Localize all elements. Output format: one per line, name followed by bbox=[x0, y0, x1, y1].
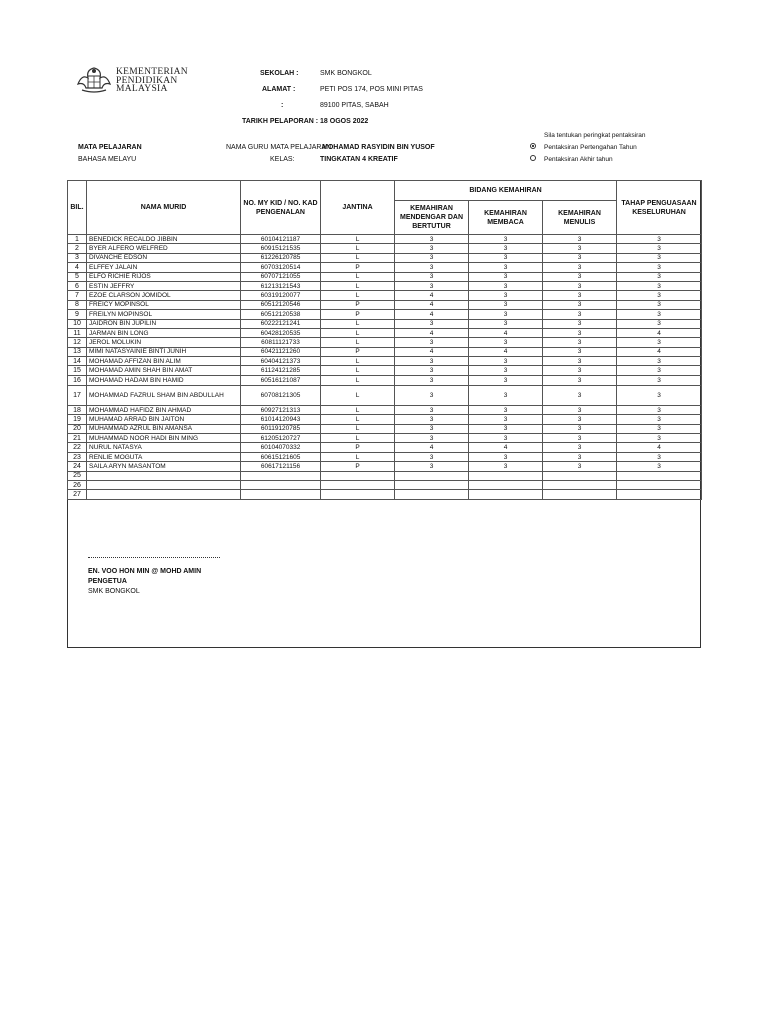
row-bil: 23 bbox=[68, 452, 87, 461]
row-kemahiran-membaca: 3 bbox=[469, 235, 543, 244]
header-bidang-kemahiran: BIDANG KEMAHIRAN bbox=[395, 181, 617, 201]
row-kemahiran-mendengar: 3 bbox=[395, 405, 469, 414]
row-kemahiran-mendengar: 3 bbox=[395, 319, 469, 328]
row-kemahiran-menulis: 3 bbox=[543, 338, 617, 347]
row-kemahiran-menulis: 3 bbox=[543, 310, 617, 319]
mata-pelajaran-value: BAHASA MELAYU bbox=[78, 156, 137, 163]
row-tahap-penguasaan: 3 bbox=[617, 452, 702, 461]
row-no-kid: 60927121313 bbox=[241, 405, 321, 414]
row-jantina: P bbox=[321, 300, 395, 309]
row-no-kid: 60104121187 bbox=[241, 235, 321, 244]
row-kemahiran-membaca: 3 bbox=[469, 424, 543, 433]
row-no-kid: 61213121543 bbox=[241, 281, 321, 290]
row-bil: 24 bbox=[68, 462, 87, 471]
row-kemahiran-membaca: 3 bbox=[469, 434, 543, 443]
row-jantina: P bbox=[321, 310, 395, 319]
signature-line bbox=[88, 557, 220, 558]
row-nama-murid: MOHAMMAD HAFIDZ BIN AHMAD bbox=[87, 405, 241, 414]
table-row bbox=[68, 328, 702, 337]
row-nama-murid: NURUL NATASYA bbox=[87, 443, 241, 452]
row-kemahiran-membaca: 3 bbox=[469, 263, 543, 272]
row-kemahiran-menulis: 3 bbox=[543, 272, 617, 281]
table-row bbox=[68, 235, 702, 244]
row-kemahiran-membaca: 3 bbox=[469, 244, 543, 253]
row-kemahiran-membaca: 3 bbox=[469, 319, 543, 328]
row-jantina: L bbox=[321, 385, 395, 405]
radio-akhir-tahun[interactable] bbox=[530, 155, 536, 161]
row-kemahiran-membaca: 3 bbox=[469, 405, 543, 414]
row-kemahiran-membaca: 3 bbox=[469, 300, 543, 309]
row-kemahiran-mendengar: 4 bbox=[395, 300, 469, 309]
row-no-kid: 60428120535 bbox=[241, 328, 321, 337]
row-kemahiran-menulis: 3 bbox=[543, 434, 617, 443]
radio-pertengahan-tahun[interactable] bbox=[530, 143, 536, 149]
row-jantina bbox=[321, 480, 395, 489]
row-bil: 19 bbox=[68, 415, 87, 424]
row-bil: 7 bbox=[68, 291, 87, 300]
row-kemahiran-menulis bbox=[543, 480, 617, 489]
logo-wordmark: KEMENTERIAN PENDIDIKAN MALAYSIA bbox=[116, 67, 188, 94]
row-jantina bbox=[321, 490, 395, 499]
row-bil: 8 bbox=[68, 300, 87, 309]
header-tahap-penguasaan: TAHAP PENGUASAAN KESELURUHAN bbox=[617, 181, 702, 235]
row-tahap-penguasaan: 3 bbox=[617, 375, 702, 385]
row-kemahiran-mendengar: 3 bbox=[395, 385, 469, 405]
row-tahap-penguasaan: 3 bbox=[617, 405, 702, 414]
header-jantina: JANTINA bbox=[321, 181, 395, 235]
row-bil: 21 bbox=[68, 434, 87, 443]
row-bil: 20 bbox=[68, 424, 87, 433]
row-jantina: L bbox=[321, 291, 395, 300]
row-kemahiran-mendengar: 3 bbox=[395, 357, 469, 366]
row-tahap-penguasaan: 3 bbox=[617, 291, 702, 300]
row-nama-murid: MOHAMAD AFFIZAN BIN ALIM bbox=[87, 357, 241, 366]
row-bil: 22 bbox=[68, 443, 87, 452]
row-no-kid: 61205120727 bbox=[241, 434, 321, 443]
table-row bbox=[68, 319, 702, 328]
row-no-kid: 60617121156 bbox=[241, 462, 321, 471]
row-kemahiran-mendengar: 4 bbox=[395, 443, 469, 452]
alamat-value-2: 89100 PITAS, SABAH bbox=[320, 102, 389, 109]
row-nama-murid: SAILA ARYN MASANTOM bbox=[87, 462, 241, 471]
row-kemahiran-menulis: 3 bbox=[543, 253, 617, 262]
row-jantina: L bbox=[321, 244, 395, 253]
row-nama-murid: JEROL MOLUKIN bbox=[87, 338, 241, 347]
table-row bbox=[68, 338, 702, 347]
row-tahap-penguasaan: 3 bbox=[617, 272, 702, 281]
row-kemahiran-membaca: 3 bbox=[469, 291, 543, 300]
table-row bbox=[68, 471, 702, 480]
row-kemahiran-menulis: 3 bbox=[543, 319, 617, 328]
alamat-value-1: PETI POS 174, POS MINI PITAS bbox=[320, 86, 423, 93]
row-kemahiran-membaca: 3 bbox=[469, 281, 543, 290]
row-nama-murid: BENEDICK RECALDO JIBBIN bbox=[87, 235, 241, 244]
row-tahap-penguasaan: 3 bbox=[617, 385, 702, 405]
row-kemahiran-menulis: 3 bbox=[543, 263, 617, 272]
row-kemahiran-membaca: 3 bbox=[469, 415, 543, 424]
assessment-instruction: Sila tentukan peringkat pentaksiran bbox=[544, 132, 646, 139]
row-kemahiran-menulis: 3 bbox=[543, 452, 617, 461]
table-row bbox=[68, 480, 702, 489]
row-tahap-penguasaan: 4 bbox=[617, 328, 702, 337]
row-kemahiran-mendengar: 4 bbox=[395, 310, 469, 319]
row-kemahiran-mendengar: 3 bbox=[395, 462, 469, 471]
table-row bbox=[68, 490, 702, 499]
row-kemahiran-mendengar: 3 bbox=[395, 263, 469, 272]
row-nama-murid bbox=[87, 471, 241, 480]
guru-value: MOHAMAD RASYIDIN BIN YUSOF bbox=[322, 144, 435, 151]
row-kemahiran-mendengar: 3 bbox=[395, 272, 469, 281]
row-kemahiran-mendengar: 4 bbox=[395, 291, 469, 300]
row-kemahiran-membaca: 3 bbox=[469, 272, 543, 281]
signatory-name: EN. VOO HON MIN @ MOHD AMIN bbox=[88, 568, 202, 575]
row-nama-murid bbox=[87, 490, 241, 499]
sekolah-value: SMK BONGKOL bbox=[320, 70, 372, 77]
row-no-kid: 60404121373 bbox=[241, 357, 321, 366]
row-jantina: L bbox=[321, 452, 395, 461]
row-kemahiran-menulis: 3 bbox=[543, 415, 617, 424]
row-tahap-penguasaan: 3 bbox=[617, 235, 702, 244]
row-jantina: L bbox=[321, 338, 395, 347]
row-kemahiran-menulis: 3 bbox=[543, 443, 617, 452]
alamat-colon: : bbox=[281, 102, 284, 109]
row-kemahiran-membaca: 3 bbox=[469, 253, 543, 262]
table-row bbox=[68, 281, 702, 290]
row-kemahiran-menulis: 3 bbox=[543, 385, 617, 405]
row-kemahiran-mendengar: 3 bbox=[395, 281, 469, 290]
row-nama-murid: ELFO RICHIE RIJOS bbox=[87, 272, 241, 281]
row-kemahiran-membaca: 3 bbox=[469, 338, 543, 347]
row-jantina: L bbox=[321, 319, 395, 328]
row-kemahiran-mendengar: 3 bbox=[395, 235, 469, 244]
row-bil: 16 bbox=[68, 375, 87, 385]
row-kemahiran-mendengar: 3 bbox=[395, 244, 469, 253]
table-row bbox=[68, 366, 702, 375]
row-no-kid: 60811121733 bbox=[241, 338, 321, 347]
row-jantina bbox=[321, 471, 395, 480]
row-nama-murid: MUHAMMAD NOOR HADI BIN MING bbox=[87, 434, 241, 443]
table-row bbox=[68, 443, 702, 452]
option-pertengahan-tahun-label: Pentaksiran Pertengahan Tahun bbox=[544, 144, 637, 151]
row-no-kid: 60516121087 bbox=[241, 375, 321, 385]
row-kemahiran-menulis bbox=[543, 490, 617, 499]
row-kemahiran-menulis: 3 bbox=[543, 300, 617, 309]
row-tahap-penguasaan: 3 bbox=[617, 253, 702, 262]
row-nama-murid: ESTIN JEFFRY bbox=[87, 281, 241, 290]
row-jantina: P bbox=[321, 347, 395, 356]
guru-label: NAMA GURU MATA PELAJARAN : bbox=[226, 144, 336, 151]
row-nama-murid: BYER ALFERO WELFRED bbox=[87, 244, 241, 253]
row-kemahiran-mendengar bbox=[395, 471, 469, 480]
row-no-kid: 60915121535 bbox=[241, 244, 321, 253]
header-nama-murid: NAMA MURID bbox=[87, 181, 241, 235]
row-jantina: L bbox=[321, 357, 395, 366]
row-nama-murid: EZOE CLARSON JOMIDOL bbox=[87, 291, 241, 300]
row-kemahiran-mendengar: 3 bbox=[395, 375, 469, 385]
row-no-kid: 61124121285 bbox=[241, 366, 321, 375]
table-row bbox=[68, 385, 702, 405]
header-kemahiran-membaca: KEMAHIRAN MEMBACA bbox=[469, 201, 543, 235]
row-kemahiran-membaca: 3 bbox=[469, 375, 543, 385]
row-tahap-penguasaan: 3 bbox=[617, 310, 702, 319]
row-kemahiran-menulis: 3 bbox=[543, 424, 617, 433]
table-row bbox=[68, 415, 702, 424]
table-row bbox=[68, 462, 702, 471]
row-jantina: L bbox=[321, 415, 395, 424]
row-kemahiran-membaca bbox=[469, 471, 543, 480]
row-nama-murid: MOHAMAD AMIN SHAH BIN AMAT bbox=[87, 366, 241, 375]
row-bil: 25 bbox=[68, 471, 87, 480]
row-no-kid bbox=[241, 480, 321, 489]
row-bil: 18 bbox=[68, 405, 87, 414]
row-no-kid bbox=[241, 490, 321, 499]
row-kemahiran-menulis: 3 bbox=[543, 405, 617, 414]
row-no-kid: 60512120538 bbox=[241, 310, 321, 319]
row-tahap-penguasaan: 4 bbox=[617, 347, 702, 356]
row-jantina: L bbox=[321, 253, 395, 262]
row-jantina: L bbox=[321, 366, 395, 375]
row-no-kid: 60421121260 bbox=[241, 347, 321, 356]
row-tahap-penguasaan: 3 bbox=[617, 357, 702, 366]
row-bil: 13 bbox=[68, 347, 87, 356]
row-kemahiran-membaca: 3 bbox=[469, 357, 543, 366]
row-kemahiran-menulis: 3 bbox=[543, 291, 617, 300]
row-kemahiran-menulis: 3 bbox=[543, 357, 617, 366]
row-no-kid: 60319120077 bbox=[241, 291, 321, 300]
table-row bbox=[68, 347, 702, 356]
row-bil: 2 bbox=[68, 244, 87, 253]
row-no-kid: 60703120514 bbox=[241, 263, 321, 272]
row-kemahiran-membaca bbox=[469, 490, 543, 499]
row-jantina: P bbox=[321, 443, 395, 452]
row-nama-murid: ELFFEY JALAIN bbox=[87, 263, 241, 272]
row-kemahiran-mendengar: 3 bbox=[395, 452, 469, 461]
row-bil: 1 bbox=[68, 235, 87, 244]
mata-pelajaran-label: MATA PELAJARAN bbox=[78, 144, 142, 151]
table-row bbox=[68, 375, 702, 385]
row-bil: 26 bbox=[68, 480, 87, 489]
row-tahap-penguasaan bbox=[617, 490, 702, 499]
row-no-kid: 60222121241 bbox=[241, 319, 321, 328]
table-row bbox=[68, 244, 702, 253]
row-kemahiran-menulis: 3 bbox=[543, 281, 617, 290]
row-kemahiran-membaca: 3 bbox=[469, 452, 543, 461]
row-nama-murid: FREILYN MOPINSOL bbox=[87, 310, 241, 319]
row-tahap-penguasaan bbox=[617, 480, 702, 489]
row-nama-murid: FREICY MOPINSOL bbox=[87, 300, 241, 309]
row-nama-murid: JAIDRON BIN JUPILIN bbox=[87, 319, 241, 328]
table-row bbox=[68, 300, 702, 309]
row-no-kid: 60512120546 bbox=[241, 300, 321, 309]
row-kemahiran-mendengar bbox=[395, 480, 469, 489]
row-tahap-penguasaan: 3 bbox=[617, 319, 702, 328]
row-kemahiran-membaca: 4 bbox=[469, 443, 543, 452]
row-tahap-penguasaan: 4 bbox=[617, 443, 702, 452]
row-kemahiran-membaca: 3 bbox=[469, 310, 543, 319]
row-bil: 14 bbox=[68, 357, 87, 366]
table-row bbox=[68, 424, 702, 433]
row-nama-murid bbox=[87, 480, 241, 489]
row-kemahiran-membaca: 3 bbox=[469, 462, 543, 471]
row-tahap-penguasaan: 3 bbox=[617, 462, 702, 471]
row-bil: 11 bbox=[68, 328, 87, 337]
table-row bbox=[68, 357, 702, 366]
row-nama-murid: MIMI NATASYAINIE BINTI JUNIH bbox=[87, 347, 241, 356]
row-kemahiran-menulis: 3 bbox=[543, 328, 617, 337]
row-tahap-penguasaan: 3 bbox=[617, 300, 702, 309]
table-row bbox=[68, 310, 702, 319]
option-akhir-tahun-label: Pentaksiran Akhir tahun bbox=[544, 156, 613, 163]
signatory-school: SMK BONGKOL bbox=[88, 588, 140, 595]
row-no-kid: 60615121605 bbox=[241, 452, 321, 461]
alamat-label: ALAMAT : bbox=[262, 86, 296, 93]
row-jantina: L bbox=[321, 272, 395, 281]
table-row bbox=[68, 291, 702, 300]
row-kemahiran-membaca: 3 bbox=[469, 385, 543, 405]
row-tahap-penguasaan: 3 bbox=[617, 281, 702, 290]
row-bil: 12 bbox=[68, 338, 87, 347]
row-nama-murid: RENLIE MOGUTA bbox=[87, 452, 241, 461]
header-bil: BIL. bbox=[68, 181, 87, 235]
row-kemahiran-mendengar: 3 bbox=[395, 253, 469, 262]
row-kemahiran-membaca: 4 bbox=[469, 328, 543, 337]
row-kemahiran-mendengar: 3 bbox=[395, 415, 469, 424]
row-kemahiran-menulis: 3 bbox=[543, 462, 617, 471]
row-tahap-penguasaan: 3 bbox=[617, 244, 702, 253]
row-no-kid: 61014120943 bbox=[241, 415, 321, 424]
row-kemahiran-mendengar: 3 bbox=[395, 424, 469, 433]
row-bil: 10 bbox=[68, 319, 87, 328]
signatory-title: PENGETUA bbox=[88, 578, 127, 585]
table-row bbox=[68, 452, 702, 461]
row-kemahiran-membaca bbox=[469, 480, 543, 489]
table-row bbox=[68, 253, 702, 262]
table-row bbox=[68, 434, 702, 443]
table-row bbox=[68, 263, 702, 272]
row-no-kid: 60708121305 bbox=[241, 385, 321, 405]
sekolah-label: SEKOLAH : bbox=[260, 70, 299, 77]
row-tahap-penguasaan: 3 bbox=[617, 338, 702, 347]
row-kemahiran-menulis: 3 bbox=[543, 347, 617, 356]
kelas-value: TINGKATAN 4 KREATIF bbox=[320, 156, 398, 163]
header-kemahiran-mendengar: KEMAHIRAN MENDENGAR DAN BERTUTUR bbox=[395, 201, 469, 235]
row-kemahiran-menulis: 3 bbox=[543, 244, 617, 253]
row-bil: 3 bbox=[68, 253, 87, 262]
row-kemahiran-mendengar bbox=[395, 490, 469, 499]
row-nama-murid: JARMAN BIN LONG bbox=[87, 328, 241, 337]
row-nama-murid: MOHAMMAD FAZRUL SHAM BIN ABDULLAH bbox=[87, 385, 241, 405]
row-kemahiran-menulis: 3 bbox=[543, 366, 617, 375]
row-tahap-penguasaan: 3 bbox=[617, 424, 702, 433]
row-bil: 6 bbox=[68, 281, 87, 290]
row-kemahiran-mendengar: 3 bbox=[395, 366, 469, 375]
row-jantina: L bbox=[321, 405, 395, 414]
row-tahap-penguasaan: 3 bbox=[617, 263, 702, 272]
table-row bbox=[68, 272, 702, 281]
row-tahap-penguasaan: 3 bbox=[617, 434, 702, 443]
row-bil: 5 bbox=[68, 272, 87, 281]
row-bil: 4 bbox=[68, 263, 87, 272]
kelas-label: KELAS: bbox=[270, 156, 295, 163]
row-no-kid: 61226120785 bbox=[241, 253, 321, 262]
row-tahap-penguasaan: 3 bbox=[617, 366, 702, 375]
row-kemahiran-membaca: 4 bbox=[469, 347, 543, 356]
row-jantina: L bbox=[321, 281, 395, 290]
row-jantina: P bbox=[321, 462, 395, 471]
row-kemahiran-menulis: 3 bbox=[543, 375, 617, 385]
row-jantina: L bbox=[321, 375, 395, 385]
row-bil: 9 bbox=[68, 310, 87, 319]
header-kemahiran-menulis: KEMAHIRAN MENULIS bbox=[543, 201, 617, 235]
tarikh-pelaporan: TARIKH PELAPORAN : 18 OGOS 2022 bbox=[242, 118, 369, 125]
row-kemahiran-mendengar: 4 bbox=[395, 347, 469, 356]
row-tahap-penguasaan bbox=[617, 471, 702, 480]
row-nama-murid: DIVANCHE EDSON bbox=[87, 253, 241, 262]
row-bil: 15 bbox=[68, 366, 87, 375]
row-tahap-penguasaan: 3 bbox=[617, 415, 702, 424]
row-jantina: P bbox=[321, 263, 395, 272]
row-no-kid: 60707121055 bbox=[241, 272, 321, 281]
row-kemahiran-menulis: 3 bbox=[543, 235, 617, 244]
header-no-kid: NO. MY KID / NO. KAD PENGENALAN bbox=[241, 181, 321, 235]
row-no-kid: 60119120785 bbox=[241, 424, 321, 433]
row-kemahiran-membaca: 3 bbox=[469, 366, 543, 375]
row-nama-murid: MOHAMAD HADAM BIN HAMID bbox=[87, 375, 241, 385]
crest-icon bbox=[74, 66, 114, 96]
row-kemahiran-menulis bbox=[543, 471, 617, 480]
row-kemahiran-mendengar: 4 bbox=[395, 328, 469, 337]
row-kemahiran-mendengar: 3 bbox=[395, 434, 469, 443]
row-jantina: L bbox=[321, 328, 395, 337]
student-table bbox=[67, 180, 702, 500]
row-bil: 27 bbox=[68, 490, 87, 499]
row-jantina: L bbox=[321, 235, 395, 244]
row-nama-murid: MUHAMMAD AZRUL BIN AMANSA bbox=[87, 424, 241, 433]
row-no-kid: 60104070332 bbox=[241, 443, 321, 452]
row-nama-murid: MUHAMAD ARRAD BIN JAITON bbox=[87, 415, 241, 424]
row-bil: 17 bbox=[68, 385, 87, 405]
row-no-kid bbox=[241, 471, 321, 480]
row-jantina: L bbox=[321, 424, 395, 433]
ministry-logo bbox=[74, 66, 204, 98]
row-jantina: L bbox=[321, 434, 395, 443]
table-row bbox=[68, 405, 702, 414]
row-kemahiran-mendengar: 3 bbox=[395, 338, 469, 347]
